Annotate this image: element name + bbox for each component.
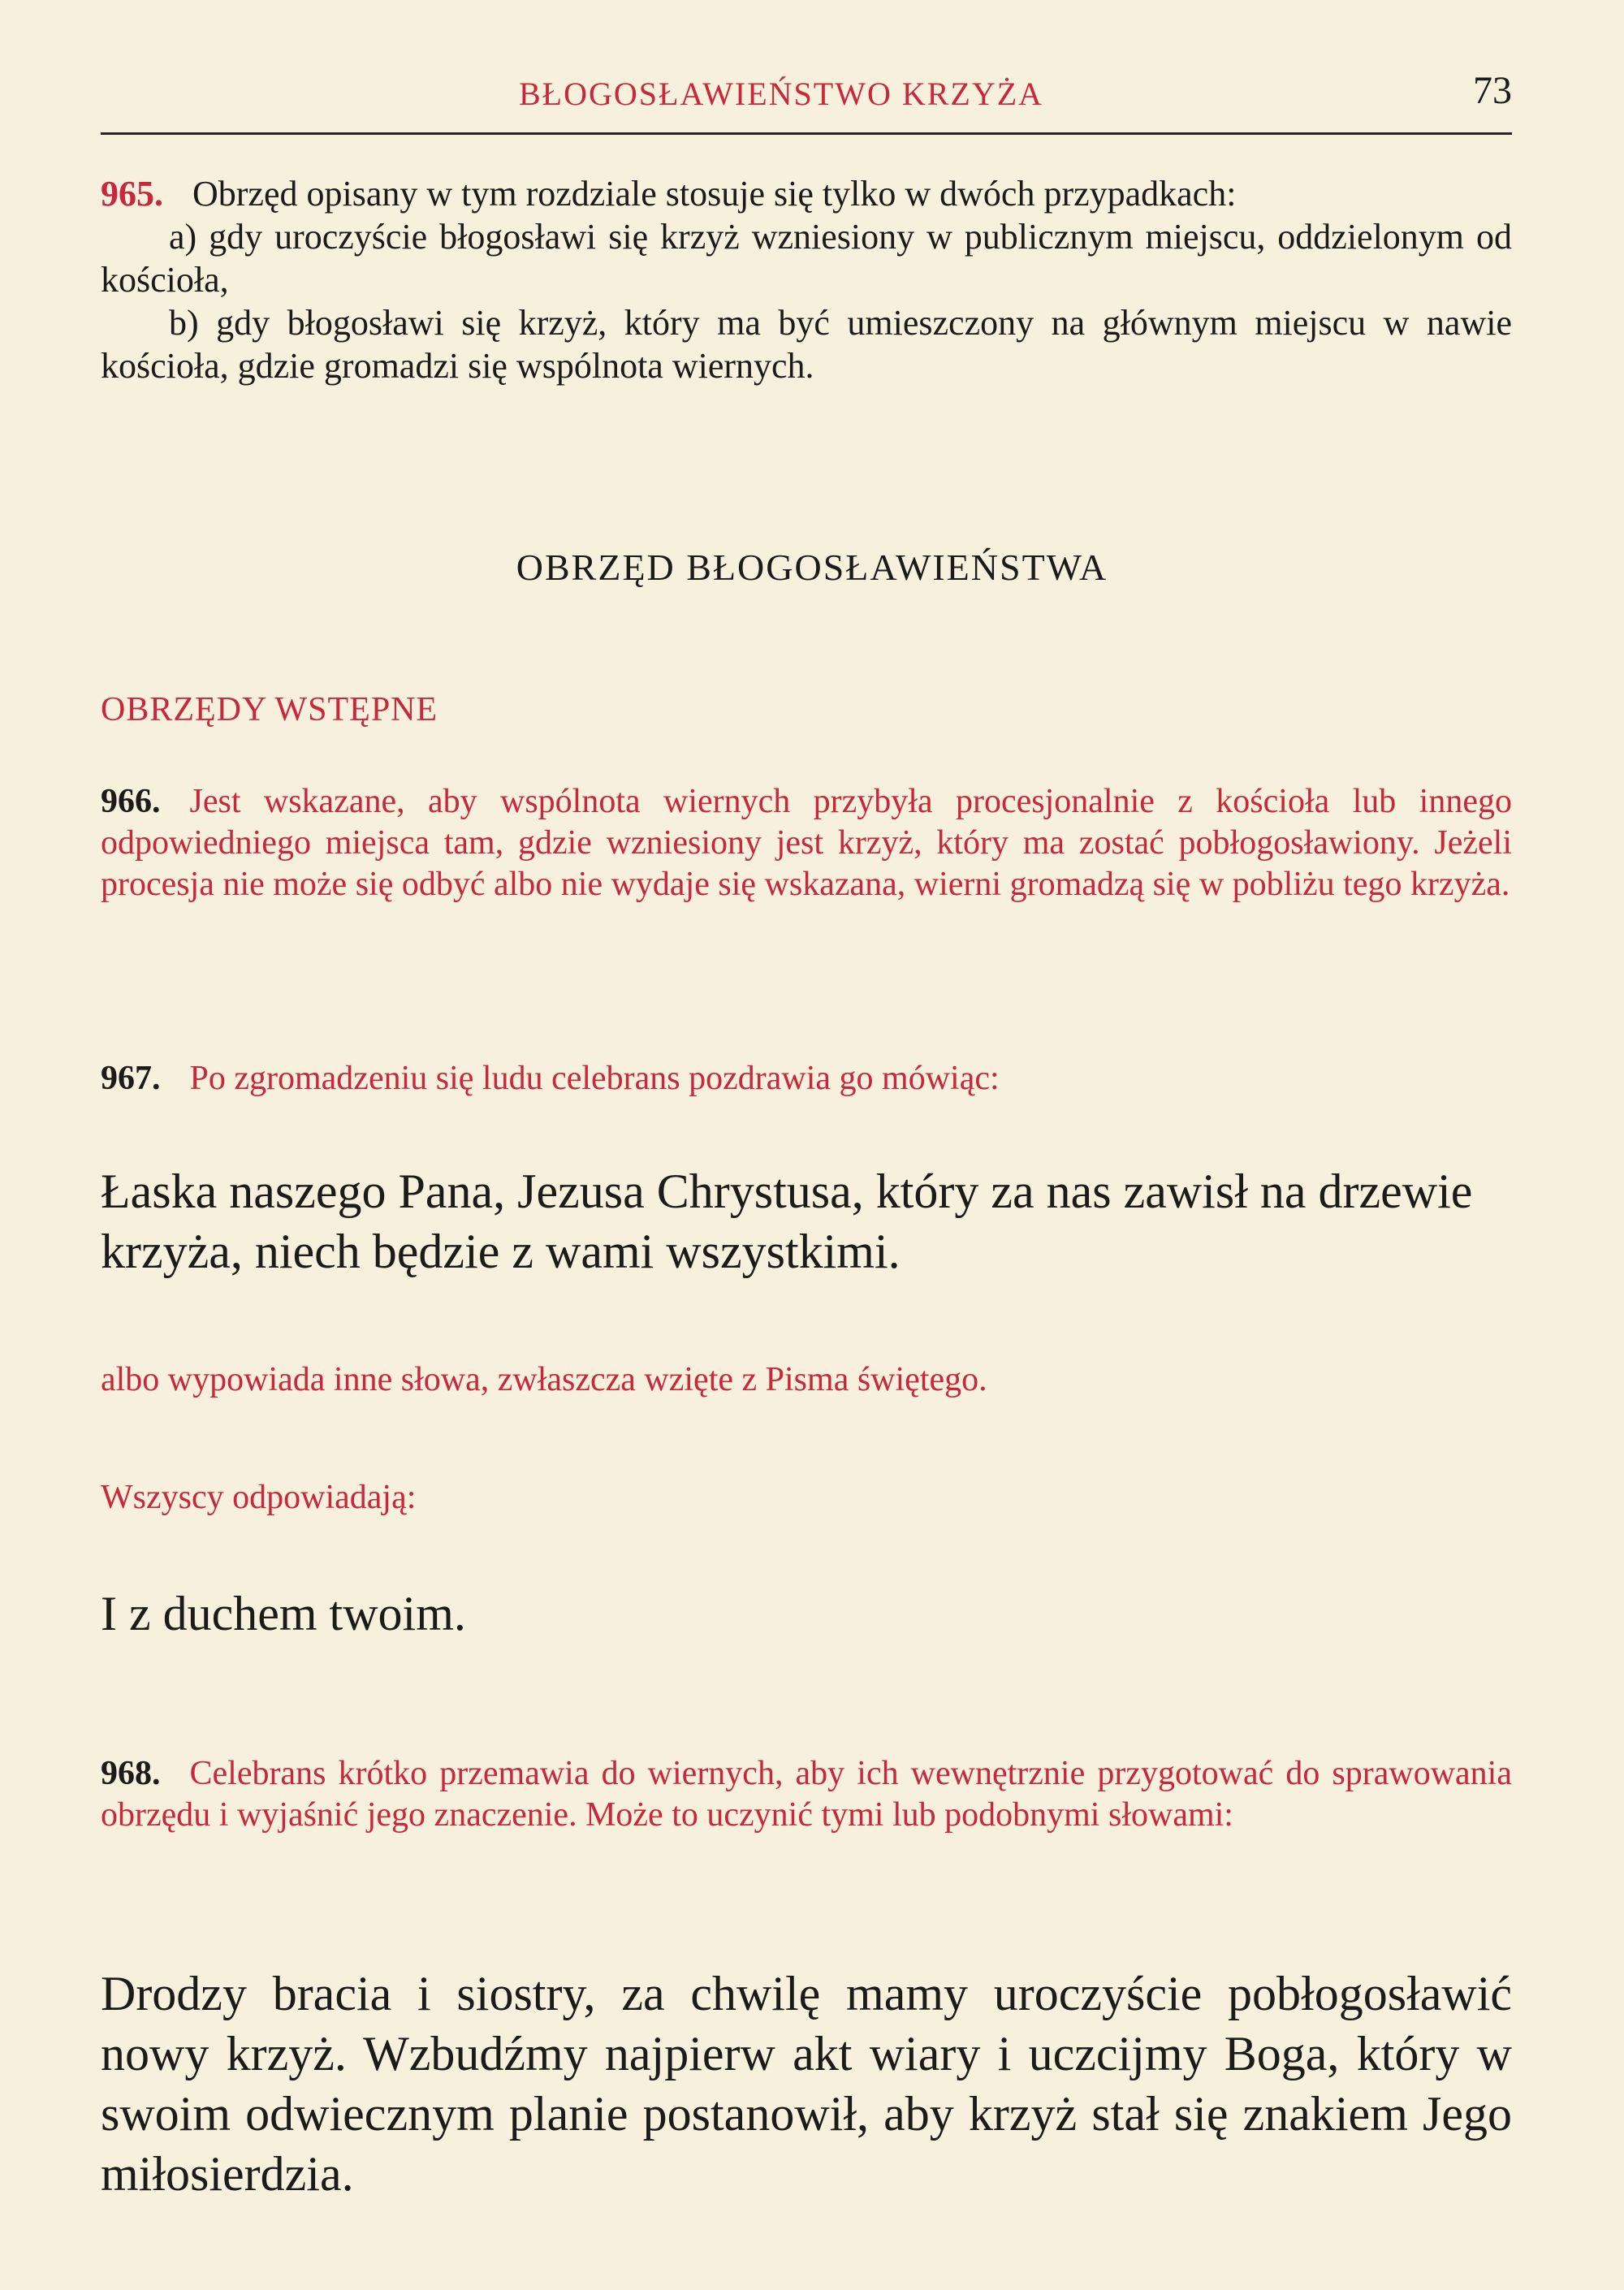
- paragraph-number: 967.: [101, 1060, 161, 1097]
- rubric-text: Po zgromadzeniu się ludu celebrans pozdrawia go mówiąc:: [189, 1060, 1000, 1097]
- celebrant-address: Drodzy bracia i siostry, za chwilę mamy uroczyście pobłogosławić nowy krzyż. Wzbudźmy najpierw akt wiary i uczcijmy Boga, który w swoim odwiecznym planie postanowił, aby krzyż stał się znakiem Jego miłosierdzia.: [101, 1967, 1512, 2201]
- paragraph-number: 968.: [101, 1755, 161, 1792]
- list-item-a: a) gdy uroczyście błogosławi się krzyż wzniesiony w publicznym miejscu, oddzielonym od kościoła,: [101, 217, 1512, 300]
- rubric-text: Jest wskazane, aby wspólnota wiernych przybyła procesjonalnie z kościoła lub innego odpowiedniego miejsca tam, gdzie wzniesiony jest krzyż, który ma zostać pobłogosławiony. Jeżeli procesja nie może się odbyć albo nie wydaje się wskazana, wierni gromadzą się w pobliżu tego krzyża.: [101, 783, 1512, 903]
- running-header: [101, 70, 1512, 119]
- paragraph-966: [101, 781, 1512, 905]
- response-rubric: Wszyscy odpowiadają:: [101, 1479, 417, 1516]
- people-response: I z duchem twoim.: [101, 1587, 466, 1640]
- paragraph-965: [101, 172, 1512, 387]
- section-heading: OBRZĘD BŁOGOSŁAWIEŃSTWA: [516, 547, 1108, 588]
- paragraph-intro: Obrzęd opisany w tym rozdziale stosuje się tylko w dwóch przypadkach:: [192, 174, 1237, 214]
- paragraph-967: [101, 1058, 1512, 1100]
- paragraph-968: [101, 1753, 1512, 1836]
- rubric-text: Celebrans krótko przemawia do wiernych, aby ich wewnętrznie przygotować do sprawowania obrzędu i wyjaśnić jego znaczenie. Może to uczynić tymi lub podobnymi słowami:: [101, 1755, 1512, 1834]
- header-divider: [101, 132, 1512, 135]
- page-number: 73: [1473, 69, 1512, 112]
- paragraph-number: 966.: [101, 783, 161, 820]
- subsection-heading: OBRZĘDY WSTĘPNE: [101, 691, 438, 728]
- list-item-b: b) gdy błogosławi się krzyż, który ma być umieszczony na głównym miejscu w nawie kościoła, gdzie gromadzi się wspólnota wiernych.: [101, 303, 1512, 386]
- paragraph-number: 965.: [101, 174, 163, 214]
- running-header-title: BŁOGOSŁAWIEŃSTWO KRZYŻA: [519, 76, 1044, 112]
- alternative-rubric: albo wypowiada inne słowa, zwłaszcza wzięte z Pisma świętego.: [101, 1361, 987, 1398]
- greeting-text: Łaska naszego Pana, Jezusa Chrystusa, który za nas zawisł na drzewie krzyża, niech będzie z wami wszystkimi.: [101, 1164, 1473, 1278]
